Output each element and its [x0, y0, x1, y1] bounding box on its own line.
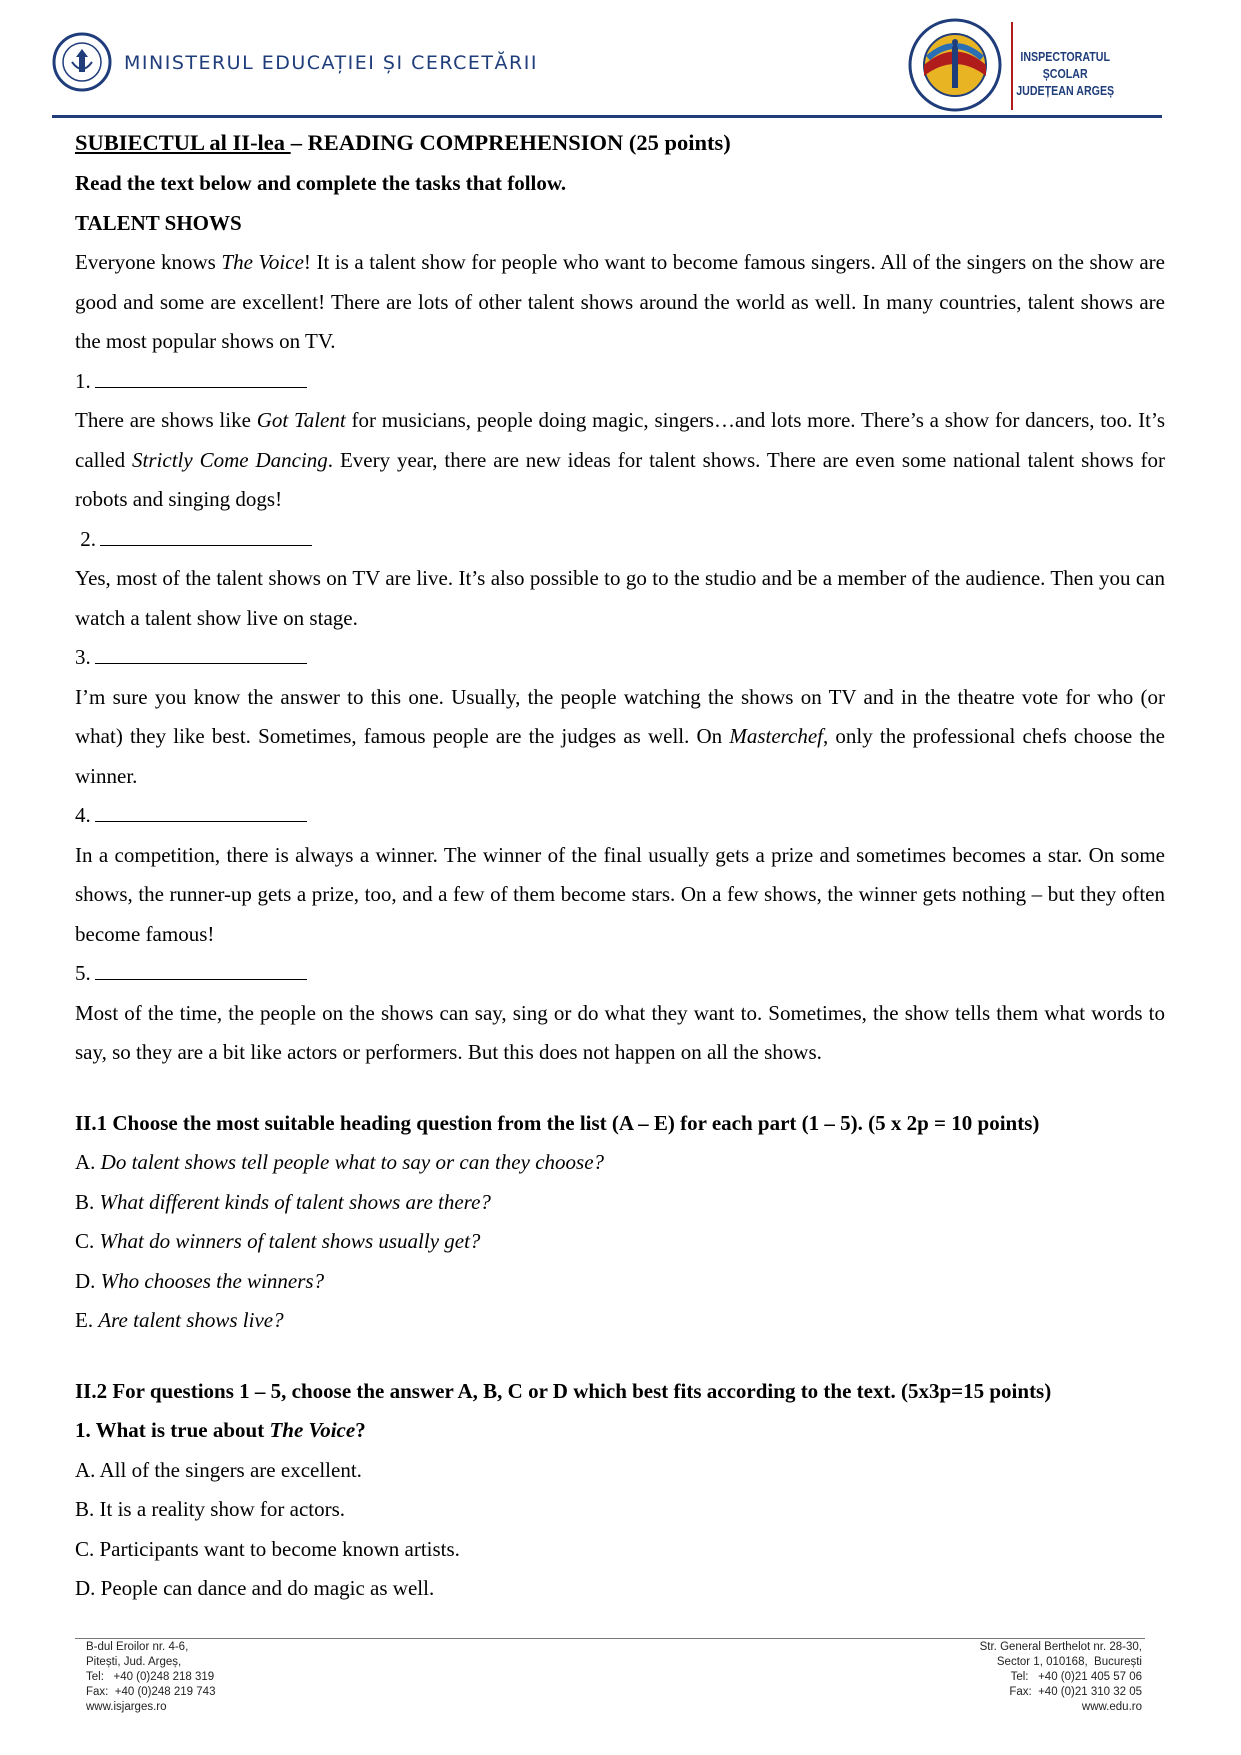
section-title: SUBIECTUL al II-lea – READING COMPREHENSION (25 points) [75, 130, 731, 155]
heading-option-d: D. Who chooses the winners? [75, 1268, 325, 1293]
answer-option-b: B. It is a reality show for actors. [75, 1497, 346, 1521]
paragraph-3: I’m sure you know the answer to this one. Usually, the people watching the shows on TV and in the theatre vote for who (or what) they like best. Sometimes, famous people are the judges as well. On Masterchef, only the professional chefs choose the winner. [75, 684, 1165, 788]
header-divider [1011, 22, 1013, 110]
header-rule [52, 115, 1162, 118]
answer-blank-3[interactable]: 3. [75, 638, 1165, 678]
answer-blank-2[interactable]: 2. [75, 520, 1165, 560]
inspectorate-name: INSPECTORATUL ȘCOLAR JUDEȚEAN ARGEȘ [1016, 49, 1115, 98]
paragraph-4: In a competition, there is always a winner. The winner of the final usually gets a prize and sometimes becomes a star. On some shows, the runner-up gets a prize, too, and a few of them become stars. On a few shows, the winner gets nothing – but they often become famous! [75, 842, 1165, 946]
footer-rule [75, 1638, 1145, 1639]
answer-blank-4[interactable]: 4. [75, 796, 1165, 836]
heading-option-a: A. Do talent shows tell people what to say or can they choose? [75, 1150, 605, 1174]
government-seal-icon [52, 32, 112, 92]
answer-option-c: C. Participants want to become known artists. [75, 1536, 460, 1561]
footer-address-left: B-dul Eroilor nr. 4-6, Pitești, Jud. Argeș, Tel: +40 (0)248 218 319 Fax: +40 (0)248 219 743 www.isjarges.ro [86, 1641, 216, 1713]
text-title: TALENT SHOWS [75, 210, 242, 235]
intro-paragraph: Everyone knows The Voice! It is a talent show for people who want to become famous singers. All of the singers on the show are good and some are excellent! There are lots of other talent shows around the world as well. In many countries, talent shows are the most popular shows on TV. [75, 250, 1165, 353]
instruction: Read the text below and complete the tasks that follow. [75, 171, 567, 195]
heading-option-e: E. Are talent shows live? [75, 1308, 284, 1332]
ministry-name: MINISTERUL EDUCAȚIEI ȘI CERCETĂRII [124, 52, 538, 74]
page-header [0, 0, 1241, 120]
answer-blank-5[interactable]: 5. [75, 954, 1165, 994]
paragraph-5: Most of the time, the people on the shows can say, sing or do what they want to. Sometimes, the show tells them what words to say, so they are a bit like actors or performers. But this does not happen on all the shows. [75, 1000, 1165, 1064]
heading-option-b: B. What different kinds of talent shows are there? [75, 1189, 491, 1214]
answer-option-a: A. All of the singers are excellent. [75, 1457, 362, 1482]
footer-website-link-right[interactable]: www.edu.ro [1081, 1701, 1142, 1713]
task-1-heading: II.1 Choose the most suitable heading question from the list (A – E) for each part (1 – 5). (5 x 2p = 10 points) [75, 1110, 1040, 1135]
paragraph-2: Yes, most of the talent shows on TV are live. It’s also possible to go to the studio and be a member of the audience. Then you can watch a talent show live on stage. [75, 566, 1165, 630]
heading-option-c: C. What do winners of talent shows usually get? [75, 1229, 481, 1253]
paragraph-1: There are shows like Got Talent for musicians, people doing magic, singers…and lots more. There’s a show for dancers, too. It’s called Strictly Come Dancing. Every year, there are new ideas for talent shows. There are even some national talent shows for robots and singing dogs! [75, 408, 1166, 511]
footer-address-right: Str. General Berthelot nr. 28-30, Sector 1, 010168, București Tel: +40 (0)21 405 57 06 Fax: +40 (0)21 310 32 05 www.edu.ro [979, 1641, 1142, 1713]
task-2-heading: II.2 For questions 1 – 5, choose the answer A, B, C or D which best fits according to the text. (5x3p=15 points) [75, 1378, 1052, 1403]
answer-option-d: D. People can dance and do magic as well. [75, 1576, 435, 1600]
inspectorate-seal-icon [908, 18, 1002, 112]
footer-website-link-left[interactable]: www.isjarges.ro [86, 1701, 167, 1713]
answer-blank-1[interactable]: 1. [75, 362, 1165, 402]
document-body [75, 122, 1165, 1609]
question-1: 1. What is true about The Voice? [75, 1418, 366, 1442]
